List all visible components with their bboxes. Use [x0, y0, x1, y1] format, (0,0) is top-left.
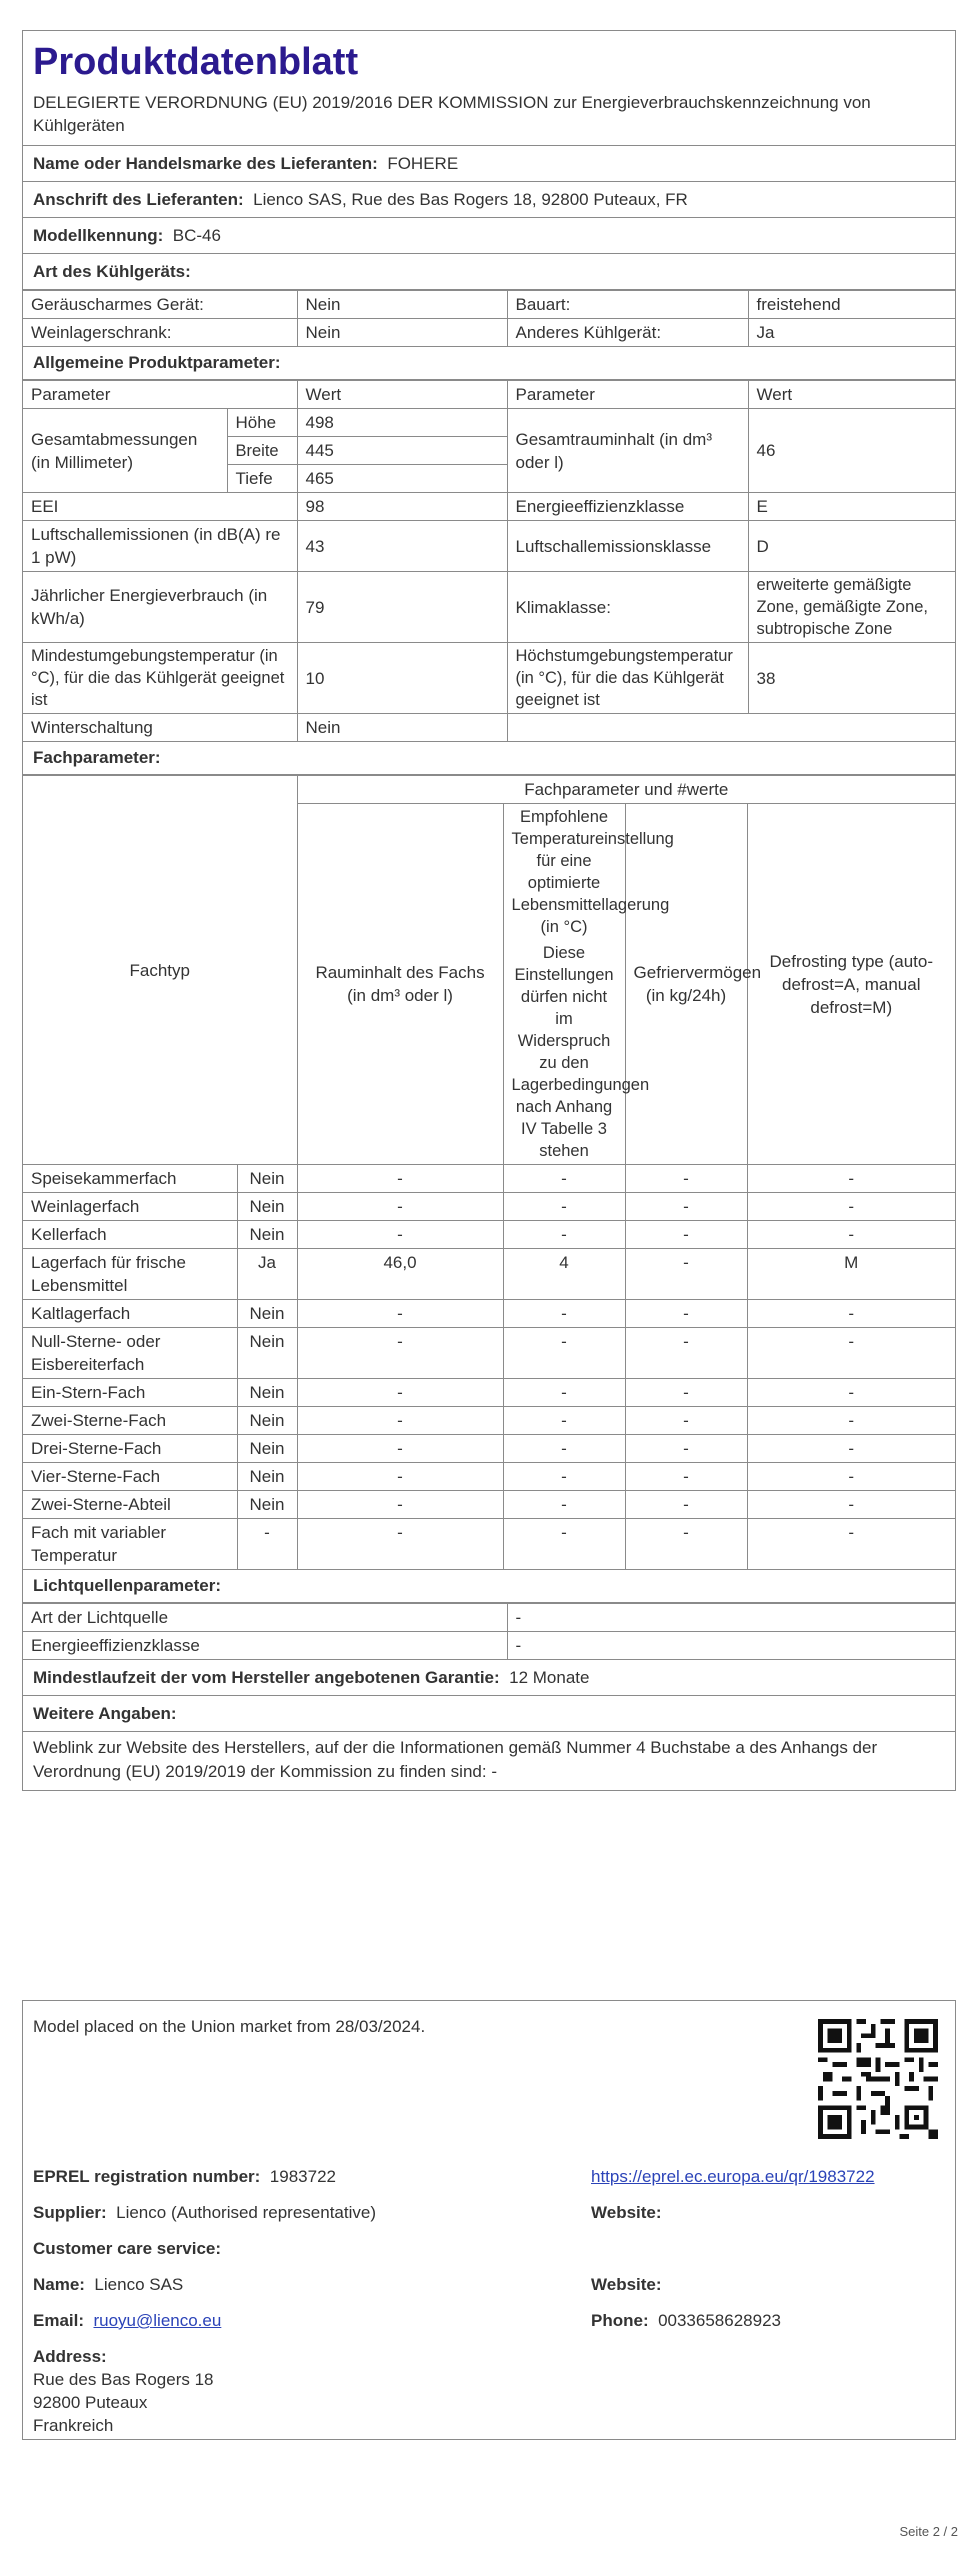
- compartment-freeze: -: [625, 1249, 747, 1300]
- model-row: Modellkennung: BC-46: [23, 218, 955, 254]
- supplier-website: Website:: [591, 2203, 662, 2222]
- table-row: [23, 1193, 955, 1221]
- compartment-temp: -: [503, 1221, 625, 1249]
- compartment-vol: -: [297, 1379, 503, 1407]
- compartment-vol: -: [297, 1165, 503, 1193]
- compartment-temp: -: [503, 1491, 625, 1519]
- qr-code-icon[interactable]: [818, 2019, 938, 2139]
- light-table: [23, 1603, 955, 1660]
- general-header: Allgemeine Produktparameter:: [23, 347, 955, 380]
- compartment-present: Nein: [237, 1379, 297, 1407]
- compartment-name: Null-Sterne- oder Eisbereiterfach: [23, 1328, 237, 1379]
- table-row: [23, 1328, 955, 1379]
- compartment-name: Kellerfach: [23, 1221, 237, 1249]
- compartment-header: Fachparameter:: [23, 742, 955, 775]
- compartment-temp: -: [503, 1463, 625, 1491]
- compartment-defrost: -: [747, 1221, 955, 1249]
- care-address: Address: Rue des Bas Rogers 18 92800 Puteaux Frankreich: [33, 2347, 214, 2435]
- eprel-info-box: [22, 2000, 956, 2440]
- compartment-vol: -: [297, 1407, 503, 1435]
- table-row: EEI 98 Energieeffizienzklasse E: [23, 493, 955, 521]
- compartment-name: Ein-Stern-Fach: [23, 1379, 237, 1407]
- width-value: 445: [297, 437, 507, 465]
- compartment-present: Ja: [237, 1249, 297, 1300]
- compartment-temp: -: [503, 1328, 625, 1379]
- compartment-name: Weinlagerfach: [23, 1193, 237, 1221]
- compartment-freeze: -: [625, 1300, 747, 1328]
- compartment-vol: 46,0: [297, 1249, 503, 1300]
- energy-class-value: E: [748, 493, 955, 521]
- depth-value: 465: [297, 465, 507, 493]
- compartment-freeze: -: [625, 1193, 747, 1221]
- compartment-defrost: -: [747, 1165, 955, 1193]
- compartment-freeze: -: [625, 1491, 747, 1519]
- compartment-name: Lagerfach für frische Lebensmittel: [23, 1249, 237, 1300]
- compartment-freeze: -: [625, 1519, 747, 1570]
- compartment-temp: -: [503, 1165, 625, 1193]
- table-row: Fachtyp Fachparameter und #werte: [23, 776, 955, 804]
- table-row: Tiefe 465: [23, 465, 955, 493]
- care-phone: Phone: 0033658628923: [591, 2311, 781, 2330]
- compartment-present: -: [237, 1519, 297, 1570]
- compartment-defrost: -: [747, 1435, 955, 1463]
- address-row: Anschrift des Lieferanten: Lienco SAS, Rue des Bas Rogers 18, 92800 Puteaux, FR: [23, 182, 955, 218]
- compartment-vol: -: [297, 1491, 503, 1519]
- compartment-freeze: -: [625, 1328, 747, 1379]
- compartment-freeze: -: [625, 1221, 747, 1249]
- compartment-temp: -: [503, 1193, 625, 1221]
- compartment-vol: -: [297, 1463, 503, 1491]
- general-table: [23, 380, 955, 742]
- compartment-present: Nein: [237, 1221, 297, 1249]
- compartment-present: Nein: [237, 1300, 297, 1328]
- table-row: Weinlagerschrank: Nein Anderes Kühlgerät: Ja: [23, 319, 955, 347]
- compartment-defrost: -: [747, 1193, 955, 1221]
- supplier-info: Supplier: Lienco (Authorised representative): [33, 2203, 376, 2222]
- compartment-defrost: -: [747, 1300, 955, 1328]
- care-website: Website:: [591, 2275, 662, 2294]
- table-row: Luftschallemissionen (in dB(A) re 1 pW) 43 Luftschallemissionsklasse D: [23, 521, 955, 572]
- compartment-defrost: -: [747, 1491, 955, 1519]
- placed-on-market: Model placed on the Union market from 28/03/2024.: [33, 2017, 426, 2036]
- compartment-vol: -: [297, 1193, 503, 1221]
- compartment-temp: 4: [503, 1249, 625, 1300]
- compartment-temp: -: [503, 1300, 625, 1328]
- compartment-name: Kaltlagerfach: [23, 1300, 237, 1328]
- regulation-subtitle: DELEGIERTE VERORDNUNG (EU) 2019/2016 DER KOMMISSION zur Energieverbrauchskennzeichnung von Kühlgeräten: [23, 87, 955, 146]
- compartment-vol: -: [297, 1519, 503, 1570]
- compartment-defrost: -: [747, 1407, 955, 1435]
- compartment-defrost: -: [747, 1328, 955, 1379]
- table-row: Rauminhalt des Fachs (in dm³ oder l) Empfohlene Temperatureinstellung für eine optimierte Lebensmittellagerung (in °C) Diese Einstellungen dürfen nicht im Widerspruch zu den Lagerbedingungen nach Anhang IV Tabelle 3 stehen Gefriervermögen (in kg/24h) Defrosting type (auto-defrost=A, manual defrost=M): [23, 804, 955, 1165]
- compartment-present: Nein: [237, 1463, 297, 1491]
- compartment-vol: -: [297, 1300, 503, 1328]
- volume-value: 46: [748, 409, 955, 493]
- table-row: Gesamtabmessungen (in Millimeter) Höhe 498 Gesamtrauminhalt (in dm³ oder l) 46: [23, 409, 955, 437]
- compartment-freeze: -: [625, 1435, 747, 1463]
- compartment-present: Nein: [237, 1165, 297, 1193]
- more-info-header: Weitere Angaben:: [23, 1696, 955, 1732]
- table-row: Breite 445: [23, 437, 955, 465]
- table-row: Energieeffizienzklasse -: [23, 1632, 955, 1660]
- compartment-temp: -: [503, 1435, 625, 1463]
- compartment-type-header: Fachtyp: [23, 776, 297, 1165]
- table-row: [23, 1221, 955, 1249]
- compartment-name: Speisekammerfach: [23, 1165, 237, 1193]
- eprel-number: EPREL registration number: 1983722: [33, 2167, 336, 2186]
- eprel-link[interactable]: https://eprel.ec.europa.eu/qr/1983722: [591, 2167, 875, 2186]
- table-row: [23, 1463, 955, 1491]
- height-value: 498: [297, 409, 507, 437]
- compartment-temp: -: [503, 1519, 625, 1570]
- compartment-name: Vier-Sterne-Fach: [23, 1463, 237, 1491]
- supplier-row: Name oder Handelsmarke des Lieferanten: FOHERE: [23, 146, 955, 182]
- compartment-name: Drei-Sterne-Fach: [23, 1435, 237, 1463]
- table-row: [23, 1519, 955, 1570]
- table-row: [23, 1435, 955, 1463]
- customer-care-label: Customer care service:: [33, 2239, 222, 2258]
- table-row: Jährlicher Energieverbrauch (in kWh/a) 79 Klimaklasse: erweiterte gemäßigte Zone, gemäßigte Zone, subtropische Zone: [23, 572, 955, 643]
- compartment-table: [23, 775, 955, 1570]
- dimensions-label: Gesamtabmessungen (in Millimeter): [23, 409, 227, 493]
- compartment-present: Nein: [237, 1491, 297, 1519]
- compartment-temp: -: [503, 1379, 625, 1407]
- compartment-present: Nein: [237, 1407, 297, 1435]
- compartment-present: Nein: [237, 1435, 297, 1463]
- type-header: Art des Kühlgeräts:: [23, 254, 955, 290]
- compartment-defrost: -: [747, 1519, 955, 1570]
- table-row: [23, 1407, 955, 1435]
- compartment-vol: -: [297, 1221, 503, 1249]
- compartment-temp: -: [503, 1407, 625, 1435]
- model-value: BC-46: [172, 226, 221, 245]
- compartment-defrost: -: [747, 1463, 955, 1491]
- table-row: Art der Lichtquelle -: [23, 1604, 955, 1632]
- compartment-name: Zwei-Sterne-Abteil: [23, 1491, 237, 1519]
- care-email: Email: ruoyu@lienco.eu: [33, 2311, 222, 2330]
- compartment-freeze: -: [625, 1165, 747, 1193]
- table-row: Winterschaltung Nein: [23, 714, 955, 742]
- page-title: Produktdatenblatt: [33, 41, 359, 83]
- compartment-freeze: -: [625, 1379, 747, 1407]
- warranty-row: Mindestlaufzeit der vom Hersteller angebotenen Garantie: 12 Monate: [23, 1660, 955, 1696]
- compartment-freeze: -: [625, 1463, 747, 1491]
- table-row: [23, 1379, 955, 1407]
- table-row: [23, 1300, 955, 1328]
- light-header: Lichtquellenparameter:: [23, 1570, 955, 1603]
- table-row: [23, 1491, 955, 1519]
- table-row: [23, 1249, 955, 1300]
- supplier-value: FOHERE: [387, 154, 459, 173]
- compartment-present: Nein: [237, 1193, 297, 1221]
- more-info-text: Weblink zur Website des Herstellers, auf der die Informationen gemäß Nummer 4 Buchstabe a des Anhangs der Verordnung (EU) 2019/2019 der Kommission zu finden sind: -: [33, 1738, 878, 1781]
- care-name: Name: Lienco SAS: [33, 2275, 184, 2294]
- page-number: Seite 2 / 2: [899, 2524, 958, 2539]
- table-row: Mindestumgebungstemperatur (in °C), für die das Kühlgerät geeignet ist 10 Höchstumgebungstemperatur (in °C), für die das Kühlgerät geeignet ist 38: [23, 643, 955, 714]
- compartment-vol: -: [297, 1328, 503, 1379]
- address-value: Lienco SAS, Rue des Bas Rogers 18, 92800 Puteaux, FR: [253, 190, 688, 209]
- compartment-vol: -: [297, 1435, 503, 1463]
- table-row: Geräuscharmes Gerät: Nein Bauart: freistehend: [23, 291, 955, 319]
- table-row: [23, 1165, 955, 1193]
- compartment-name: Fach mit variabler Temperatur: [23, 1519, 237, 1570]
- compartment-defrost: -: [747, 1379, 955, 1407]
- email-link[interactable]: ruoyu@lienco.eu: [93, 2311, 222, 2330]
- table-row: Parameter Wert Parameter Wert: [23, 381, 955, 409]
- compartment-defrost: M: [747, 1249, 955, 1300]
- type-table: [23, 290, 955, 347]
- product-datasheet: [22, 30, 956, 1791]
- compartment-rows: [23, 1165, 955, 1570]
- compartment-freeze: -: [625, 1407, 747, 1435]
- compartment-name: Zwei-Sterne-Fach: [23, 1407, 237, 1435]
- compartment-present: Nein: [237, 1328, 297, 1379]
